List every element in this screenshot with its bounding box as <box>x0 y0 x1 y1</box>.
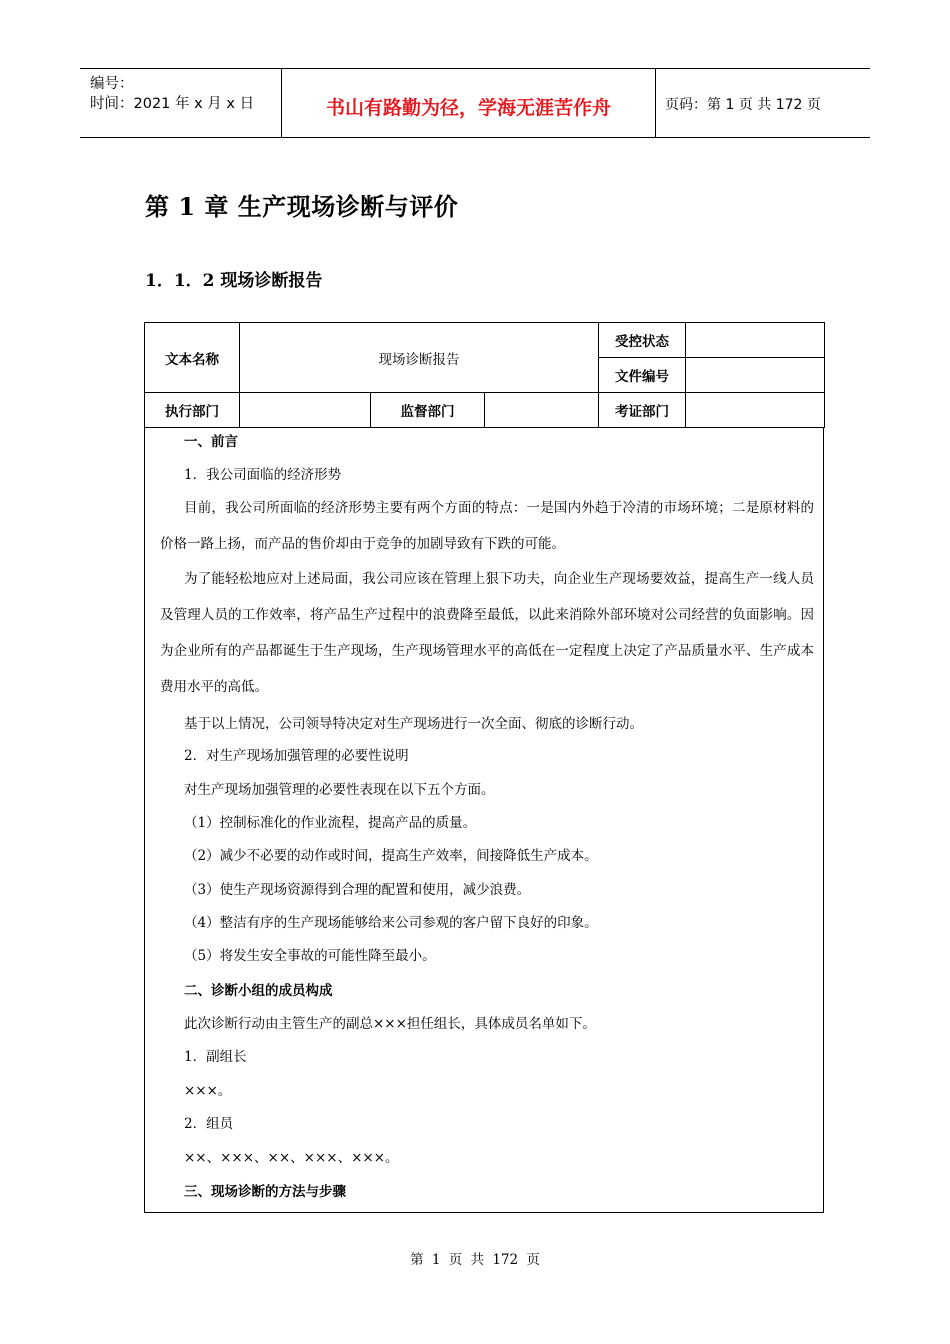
subheading-deputy-leader: 1．副组长 <box>184 1049 247 1065</box>
page-info: 页码：第 1 页 共 172 页 <box>665 97 821 113</box>
deputy-leader-value: ×××。 <box>184 1083 232 1099</box>
section-title: 1．1．2 现场诊断报告 <box>145 271 323 291</box>
list-item: （1）控制标准化的作业流程，提高产品的质量。 <box>184 815 477 831</box>
heading-methods: 三、现场诊断的方法与步骤 <box>184 1184 346 1200</box>
header-motto-cell <box>281 69 656 137</box>
chapter-title: 第 1 章 生产现场诊断与评价 <box>145 192 459 221</box>
exec-dept-label: 执行部门 <box>145 393 240 428</box>
members-value: ××、×××、××、×××、×××。 <box>184 1150 399 1166</box>
subheading-members: 2．组员 <box>184 1116 234 1132</box>
page-header <box>80 68 870 138</box>
heading-team: 二、诊断小组的成员构成 <box>184 983 333 999</box>
page-footer: 第 1 页 共 172 页 <box>410 1252 540 1268</box>
controlled-status-label: 受控状态 <box>599 323 686 358</box>
time-label: 时间：2021 年 x 月 x 日 <box>90 96 255 112</box>
heading-preface: 一、前言 <box>184 434 238 450</box>
paragraph-economic-situation: 目前，我公司所面临的经济形势主要有两个方面的特点：一是国内外趋于冷清的市场环境；二是原材料的价格一路上扬，而产品的售价却由于竞争的加剧导致有下跌的可能。 <box>160 500 814 552</box>
list-item: （3）使生产现场资源得到合理的配置和使用，减少浪费。 <box>184 882 531 898</box>
paragraph-decision: 基于以上情况，公司领导特决定对生产现场进行一次全面、彻底的诊断行动。 <box>184 716 643 732</box>
number-label: 编号： <box>90 76 134 92</box>
exec-dept-value <box>240 393 371 428</box>
subheading-economic-situation: 1．我公司面临的经济形势 <box>184 467 342 483</box>
file-number-value <box>686 358 825 393</box>
supervise-dept-label: 监督部门 <box>371 393 485 428</box>
supervise-dept-value <box>485 393 599 428</box>
document-info-table <box>144 322 825 428</box>
audit-dept-label: 考证部门 <box>599 393 686 428</box>
list-item: （2）减少不必要的动作或时间，提高生产效率，间接降低生产成本。 <box>184 848 598 864</box>
doc-name-value: 现场诊断报告 <box>240 323 599 393</box>
subheading-necessity: 2．对生产现场加强管理的必要性说明 <box>184 748 409 764</box>
list-item: （5）将发生安全事故的可能性降至最小。 <box>184 948 436 964</box>
paragraph-team-intro: 此次诊断行动由主管生产的副总×××担任组长，具体成员名单如下。 <box>184 1016 596 1032</box>
list-item: （4）整洁有序的生产现场能够给来公司参观的客户留下良好的印象。 <box>184 915 598 931</box>
audit-dept-value <box>686 393 825 428</box>
header-meta-cell <box>80 69 281 137</box>
controlled-status-value <box>686 323 825 358</box>
motto-text: 书山有路勤为径，学海无涯苦作舟 <box>325 97 611 119</box>
paragraph-response: 为了能轻松地应对上述局面，我公司应该在管理上狠下功夫，向企业生产现场要效益，提高生产一线人员及管理人员的工作效率，将产品生产过程中的浪费降至最低，以此来消除外部环境对公司经营的负面影响。因为企业所有的产品都诞生于生产现场，生产现场管理水平的高低在一定程度上决定了产品质量水平、生产成本费用水平的高低。 <box>160 571 814 695</box>
header-page-cell <box>655 69 870 137</box>
paragraph-necessity-intro: 对生产现场加强管理的必要性表现在以下五个方面。 <box>184 782 495 798</box>
doc-name-label: 文本名称 <box>145 323 240 393</box>
report-body <box>144 427 824 1213</box>
file-number-label: 文件编号 <box>599 358 686 393</box>
